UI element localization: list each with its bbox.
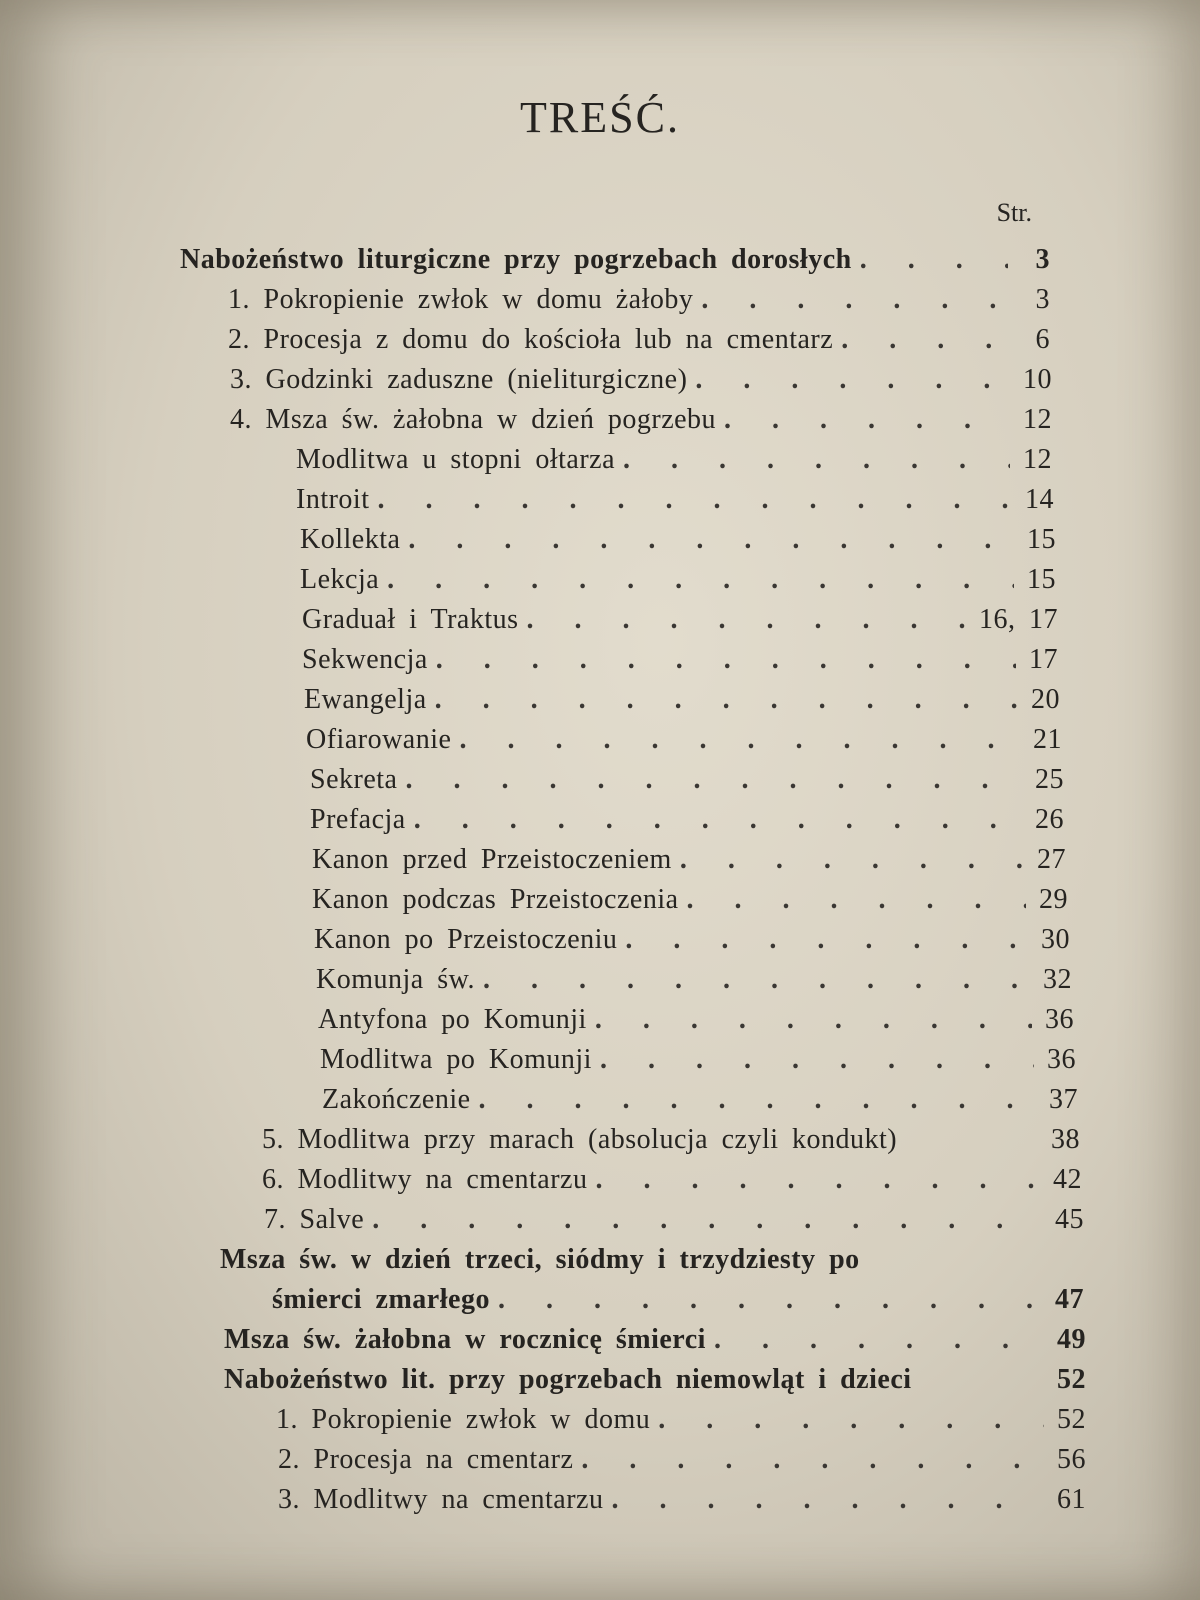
toc-entry-label: Ofiarowanie bbox=[306, 724, 452, 755]
toc-entry-label: 2. Procesja na cmentarz bbox=[278, 1444, 574, 1475]
toc-entry-label: Kanon przed Przeistoczeniem bbox=[312, 844, 672, 875]
toc-entry-page: 21 bbox=[1033, 724, 1062, 755]
toc-entry bbox=[230, 364, 1052, 396]
toc-entry-page: 3 bbox=[1035, 244, 1050, 275]
toc-entry-label: 2. Procesja z domu do kościoła lub na cmentarz bbox=[228, 324, 834, 355]
toc-entry bbox=[276, 1404, 1086, 1436]
toc-entry bbox=[302, 644, 1058, 676]
toc-entry-label: Sekwencja bbox=[302, 644, 428, 675]
toc-entry bbox=[278, 1484, 1086, 1516]
toc-entry-label: Modlitwa u stopni ołtarza bbox=[296, 444, 616, 475]
toc-entry-page: 12 bbox=[1023, 444, 1052, 475]
toc-entry-page: 37 bbox=[1049, 1084, 1078, 1115]
toc-entry-page: 20 bbox=[1031, 684, 1060, 715]
toc-entry bbox=[312, 844, 1066, 876]
toc-entry bbox=[230, 404, 1052, 436]
toc-entry bbox=[228, 324, 1050, 356]
toc-entry-label: 3. Modlitwy na cmentarzu bbox=[278, 1484, 604, 1515]
toc-entry-label: Ewangelja bbox=[304, 684, 427, 715]
toc-entry bbox=[314, 924, 1070, 956]
toc-entry bbox=[262, 1164, 1082, 1196]
toc-entry-page: 27 bbox=[1037, 844, 1066, 875]
toc-entry bbox=[220, 1244, 1082, 1276]
toc-entry-label: Sekreta bbox=[310, 764, 398, 795]
toc-entry-page: 45 bbox=[1055, 1204, 1084, 1235]
toc-entry-page: 38 bbox=[1051, 1124, 1080, 1155]
toc-entry-label: 5. Modlitwa przy marach (absolucja czyli kondukt) bbox=[262, 1124, 898, 1155]
toc-entry-label: śmierci zmarłego bbox=[272, 1284, 490, 1315]
toc-entry-label: Graduał i Traktus bbox=[302, 604, 519, 635]
toc-entry-page: 10 bbox=[1023, 364, 1052, 395]
toc-entry-page: 36 bbox=[1047, 1044, 1076, 1075]
toc-entry-label: Introit bbox=[296, 484, 370, 515]
toc-entry-page: 52 bbox=[1057, 1364, 1086, 1395]
toc-entry-page: 42 bbox=[1053, 1164, 1082, 1195]
toc-entry-label: 7. Salve bbox=[264, 1204, 365, 1235]
toc-entry bbox=[316, 964, 1072, 996]
toc-entry bbox=[310, 764, 1064, 796]
toc-entry bbox=[228, 284, 1050, 316]
toc-entry-label: Nabożeństwo lit. przy pogrzebach niemowląt i dzieci bbox=[224, 1364, 912, 1395]
toc-entry-label: Zakończenie bbox=[322, 1084, 471, 1115]
toc-entry-page: 6 bbox=[1035, 324, 1050, 355]
toc-entry-label: 1. Pokropienie zwłok w domu bbox=[276, 1404, 651, 1435]
toc-entry-label: 6. Modlitwy na cmentarzu bbox=[262, 1164, 588, 1195]
toc-entry-label: Komunja św. bbox=[316, 964, 476, 995]
toc-entry-page: 56 bbox=[1057, 1444, 1086, 1475]
toc-entry bbox=[300, 564, 1056, 596]
toc-entry-label: 3. Godzinki zaduszne (nieliturgiczne) bbox=[230, 364, 688, 395]
toc-entry-page: 32 bbox=[1043, 964, 1072, 995]
toc-entry-page: 12 bbox=[1023, 404, 1052, 435]
toc-entry bbox=[322, 1084, 1078, 1116]
toc-entry bbox=[320, 1044, 1076, 1076]
toc-entry bbox=[310, 804, 1064, 836]
toc-entry bbox=[300, 524, 1056, 556]
toc-entry-page: 61 bbox=[1057, 1484, 1086, 1515]
toc-entry-page: 26 bbox=[1035, 804, 1064, 835]
toc-entry-label: Kanon po Przeistoczeniu bbox=[314, 924, 618, 955]
toc-entry bbox=[262, 1124, 1080, 1156]
toc-entry-label: Kollekta bbox=[300, 524, 401, 555]
toc-entry-page: 15 bbox=[1027, 564, 1056, 595]
toc-entry bbox=[318, 1004, 1074, 1036]
toc-entry bbox=[304, 684, 1060, 716]
toc-entry-page: 17 bbox=[1029, 644, 1058, 675]
page-column-header: Str. bbox=[996, 198, 1032, 227]
toc-entry-label: 4. Msza św. żałobna w dzień pogrzebu bbox=[230, 404, 717, 435]
toc-entry-label: Nabożeństwo liturgiczne przy pogrzebach dorosłych bbox=[180, 244, 852, 275]
toc-entry-page: 15 bbox=[1027, 524, 1056, 555]
page-title: TREŚĆ. bbox=[520, 93, 680, 142]
toc-entry-label: Prefacja bbox=[310, 804, 406, 835]
toc-entry-label: Msza św. w dzień trzeci, siódmy i trzydziesty po bbox=[220, 1244, 860, 1275]
toc-entry bbox=[296, 444, 1052, 476]
toc-entry bbox=[278, 1444, 1086, 1476]
toc-entry-label: Lekcja bbox=[300, 564, 380, 595]
toc-entry-page: 36 bbox=[1045, 1004, 1074, 1035]
toc-entry-page: 25 bbox=[1035, 764, 1064, 795]
toc-entry bbox=[302, 604, 1058, 636]
toc-entry bbox=[180, 244, 1050, 276]
toc-entry bbox=[306, 724, 1062, 756]
toc-entry-page: 30 bbox=[1041, 924, 1070, 955]
toc-entry bbox=[264, 1204, 1084, 1236]
toc-entry-page: 14 bbox=[1025, 484, 1054, 515]
toc-entry bbox=[296, 484, 1054, 516]
toc-entry-page: 3 bbox=[1035, 284, 1050, 315]
toc-entry-page: 29 bbox=[1039, 884, 1068, 915]
toc-entry-page: 49 bbox=[1057, 1324, 1086, 1355]
toc-entry bbox=[272, 1284, 1084, 1316]
toc-entry-page: 52 bbox=[1057, 1404, 1086, 1435]
toc-entry bbox=[312, 884, 1068, 916]
toc-entry-label: Kanon podczas Przeistoczenia bbox=[312, 884, 679, 915]
toc-entry-page: 16, 17 bbox=[979, 604, 1058, 635]
toc-entry-label: 1. Pokropienie zwłok w domu żałoby bbox=[228, 284, 694, 315]
toc-entry bbox=[224, 1364, 1086, 1396]
toc-entry-label: Antyfona po Komunji bbox=[318, 1004, 587, 1035]
toc-entry-label: Msza św. żałobna w rocznicę śmierci bbox=[224, 1324, 706, 1355]
toc-entry bbox=[224, 1324, 1086, 1356]
toc-entry-page: 47 bbox=[1055, 1284, 1084, 1315]
toc-entry-label: Modlitwa po Komunji bbox=[320, 1044, 592, 1075]
